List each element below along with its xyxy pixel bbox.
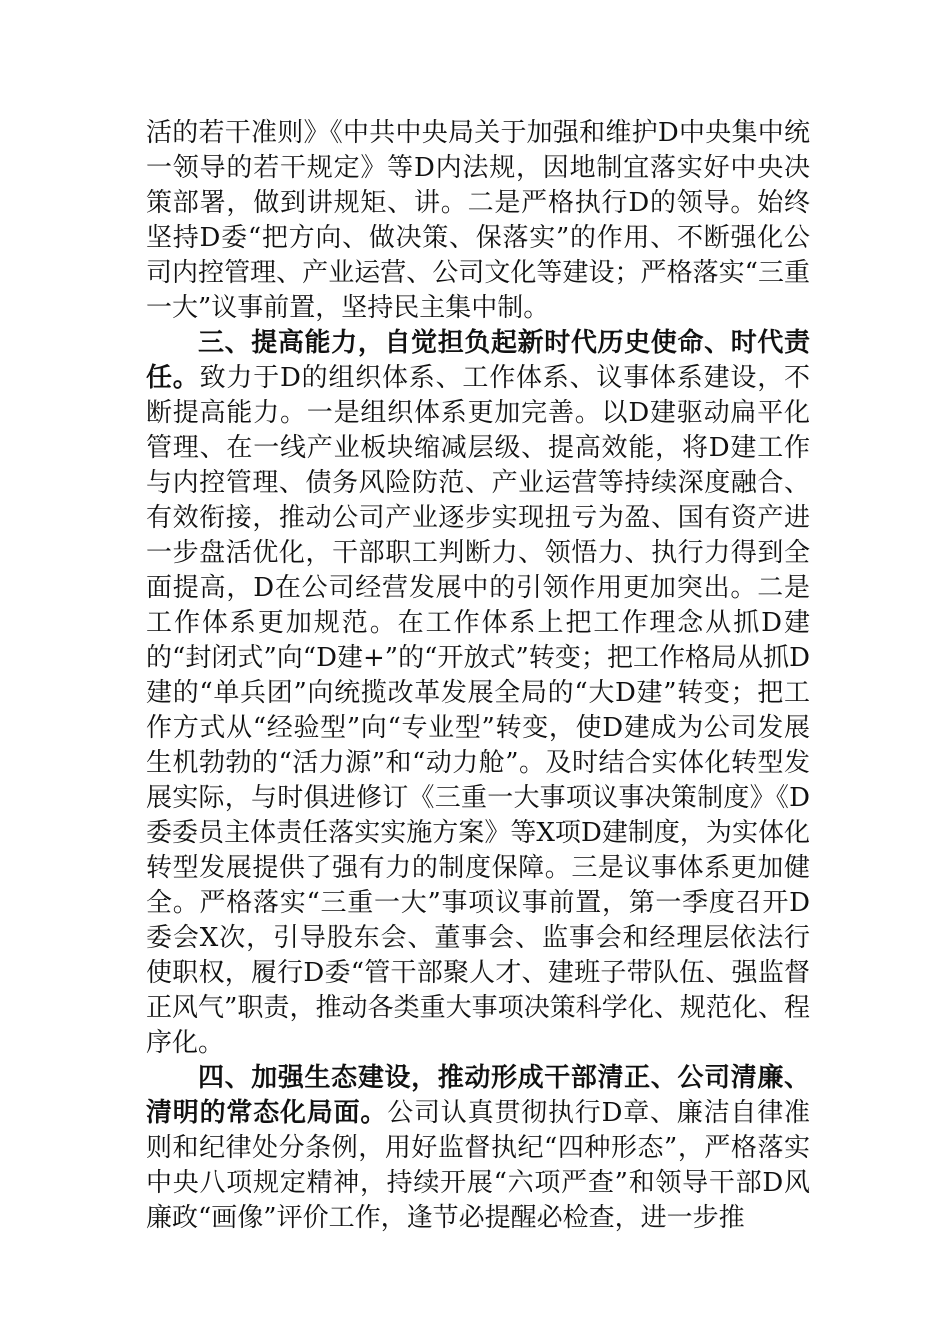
section-heading: 四、加强生态建设，推动形成干部清正、公司清廉、清明的常态化局面。: [146, 1063, 810, 1128]
paragraph-section-four: [146, 1061, 810, 1236]
document-page: [146, 116, 810, 1236]
paragraph-section-three: [146, 326, 810, 1061]
paragraph-body: 活的若干准则》《中共中央局关于加强和维护D中央集中统一领导的若干规定》等D内法规，因地制宜落实好中央决策部署，做到讲规矩、讲。二是严格执行D的领导。始终坚持D委“把方向、做决策、保落实”的作用、不断强化公司内控管理、产业运营、公司文化等建设；严格落实“三重一大”议事前置，坚持民主集中制。: [146, 118, 810, 323]
paragraph-body: 致力于D的组织体系、工作体系、议事体系建设，不断提高能力。一是组织体系更加完善。以D建驱动扁平化管理、在一线产业板块缩减层级、提高效能，将D建工作与内控管理、债务风险防范、产业运营等持续深度融合、有效衔接，推动公司产业逐步实现扭亏为盈、国有资产进一步盘活优化，干部职工判断力、领悟力、执行力得到全面提高，D在公司经营发展中的引领作用更加突出。二是工作体系更加规范。在工作体系上把工作理念从抓D建的“封闭式”向“D建+”的“开放式”转变；把工作格局从抓D建的“单兵团”向统揽改革发展全局的“大D建”转变；把工作方式从“经验型”向“专业型”转变，使D建成为公司发展生机勃勃的“活力源”和“动力舱”。及时结合实体化转型发展实际，与时俱进修订《三重一大事项议事决策制度》《D委委员主体责任落实实施方案》等X项D建制度，为实体化转型发展提供了强有力的制度保障。三是议事体系更加健全。严格落实“三重一大”事项议事前置，第一季度召开D委会X次，引导股东会、董事会、监事会和经理层依法行使职权，履行D委“管干部聚人才、建班子带队伍、强监督正风气”职责，推动各类重大事项决策科学化、规范化、程序化。: [146, 363, 810, 1058]
paragraph-body: 公司认真贯彻执行D章、廉洁自律准则和纪律处分条例，用好监督执纪“四种形态”，严格落实中央八项规定精神，持续开展“六项严查”和领导干部D风廉政“画像”评价工作，逢节必提醒必检查，进一步推: [146, 1098, 810, 1233]
paragraph-continuation: [146, 116, 810, 326]
section-heading: 三、提高能力，自觉担负起新时代历史使命、时代责任。: [146, 328, 810, 393]
